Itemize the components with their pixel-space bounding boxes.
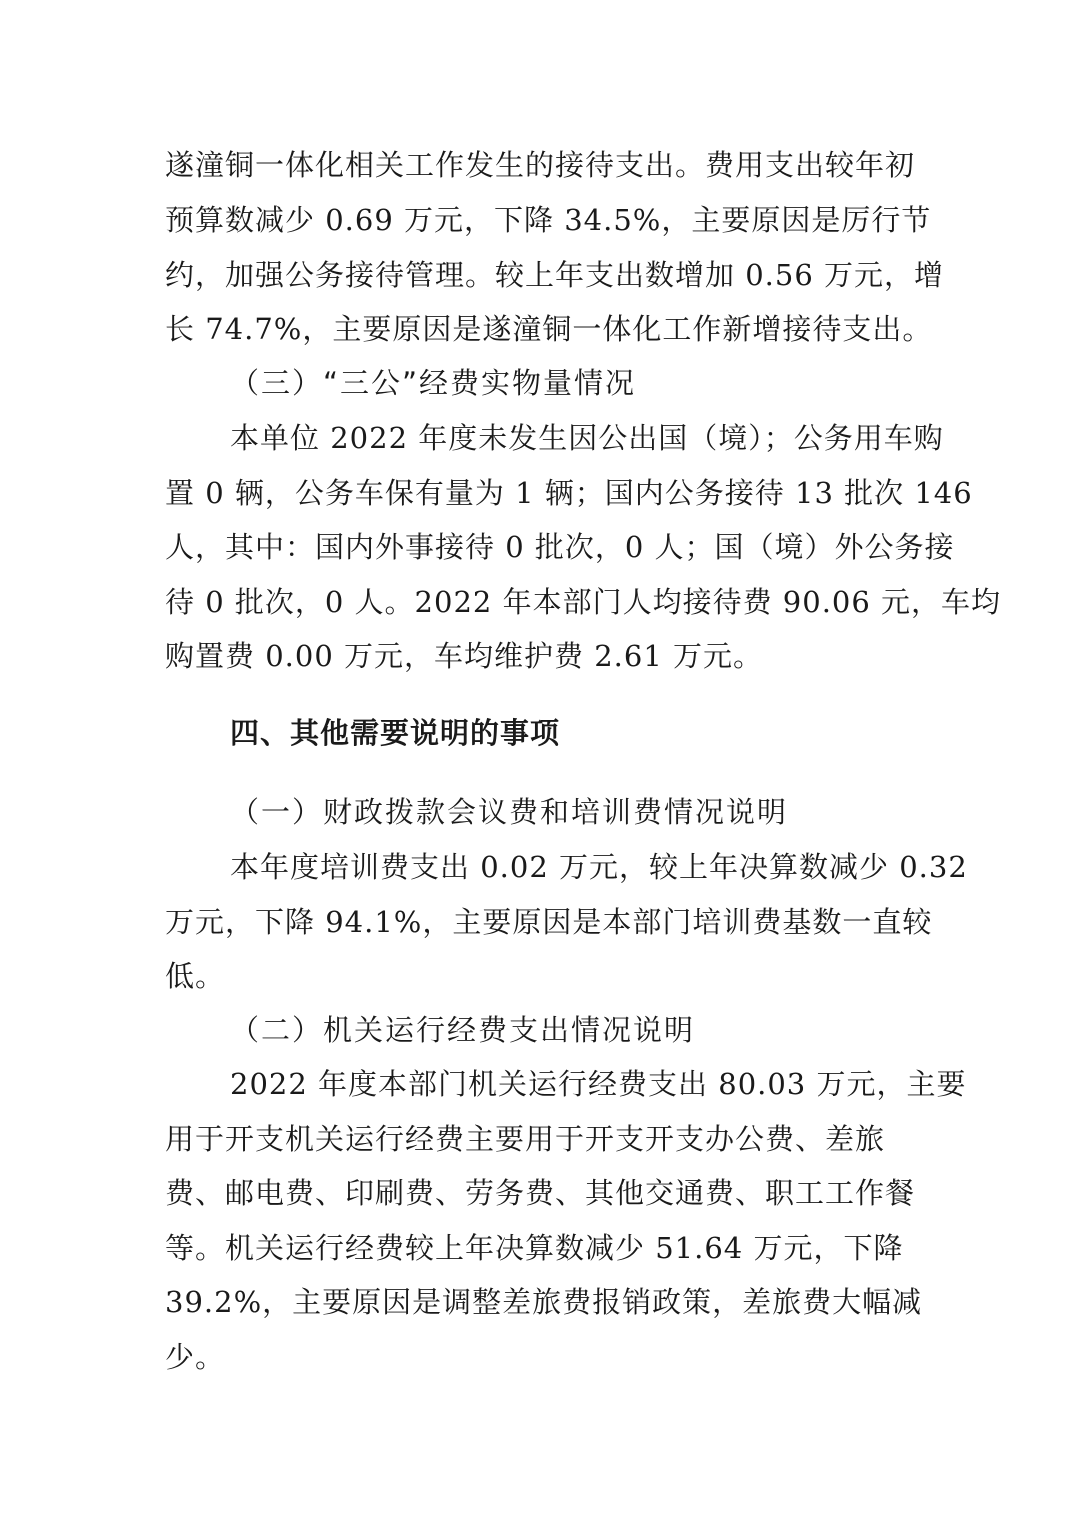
section3-line-4: 待 0 批次，0 人。2022 年本部门人均接待费 90.06 元，车均	[165, 585, 1002, 619]
part4-heading: 四、其他需要说明的事项	[230, 716, 561, 750]
section3-line-5: 购置费 0.00 万元，车均维护费 2.61 万元。	[165, 639, 764, 673]
section3-line-2: 置 0 辆，公务车保有量为 1 辆；国内公务接待 13 批次 146	[165, 476, 973, 510]
part4-sub2-line-3: 费、邮电费、印刷费、劳务费、其他交通费、职工工作餐	[165, 1176, 916, 1210]
section3-heading: （三）“三公”经费实物量情况	[230, 366, 637, 400]
section3-line-3: 人，其中：国内外事接待 0 批次，0 人；国（境）外公务接	[165, 530, 955, 564]
part4-sub2-line-4: 等。机关运行经费较上年决算数减少 51.64 万元，下降	[165, 1231, 904, 1265]
para1-line-1: 遂潼铜一体化相关工作发生的接待支出。费用支出较年初	[165, 148, 916, 182]
part4-sub2-line-5: 39.2%，主要原因是调整差旅费报销政策，差旅费大幅减	[165, 1285, 923, 1319]
part4-sub1-line-1: 本年度培训费支出 0.02 万元，较上年决算数减少 0.32	[230, 850, 968, 884]
para1-line-3: 约，加强公务接待管理。较上年支出数增加 0.56 万元，增	[165, 258, 945, 292]
part4-sub1-line-2: 万元，下降 94.1%，主要原因是本部门培训费基数一直较	[165, 905, 933, 939]
part4-sub2-line-1: 2022 年度本部门机关运行经费支出 80.03 万元，主要	[230, 1067, 967, 1101]
part4-sub2-line-6: 少。	[165, 1340, 226, 1374]
para1-line-4: 长 74.7%，主要原因是遂潼铜一体化工作新增接待支出。	[165, 312, 933, 346]
part4-sub1-line-3: 低。	[165, 959, 226, 993]
part4-sub1-heading: （一）财政拨款会议费和培训费情况说明	[230, 795, 789, 829]
para1-line-2: 预算数减少 0.69 万元，下降 34.5%，主要原因是厉行节	[165, 203, 932, 237]
section3-line-1: 本单位 2022 年度未发生因公出国（境）；公务用车购	[230, 421, 944, 455]
part4-sub2-line-2: 用于开支机关运行经费主要用于开支开支办公费、差旅	[165, 1122, 886, 1156]
part4-sub2-heading: （二）机关运行经费支出情况说明	[230, 1013, 696, 1047]
